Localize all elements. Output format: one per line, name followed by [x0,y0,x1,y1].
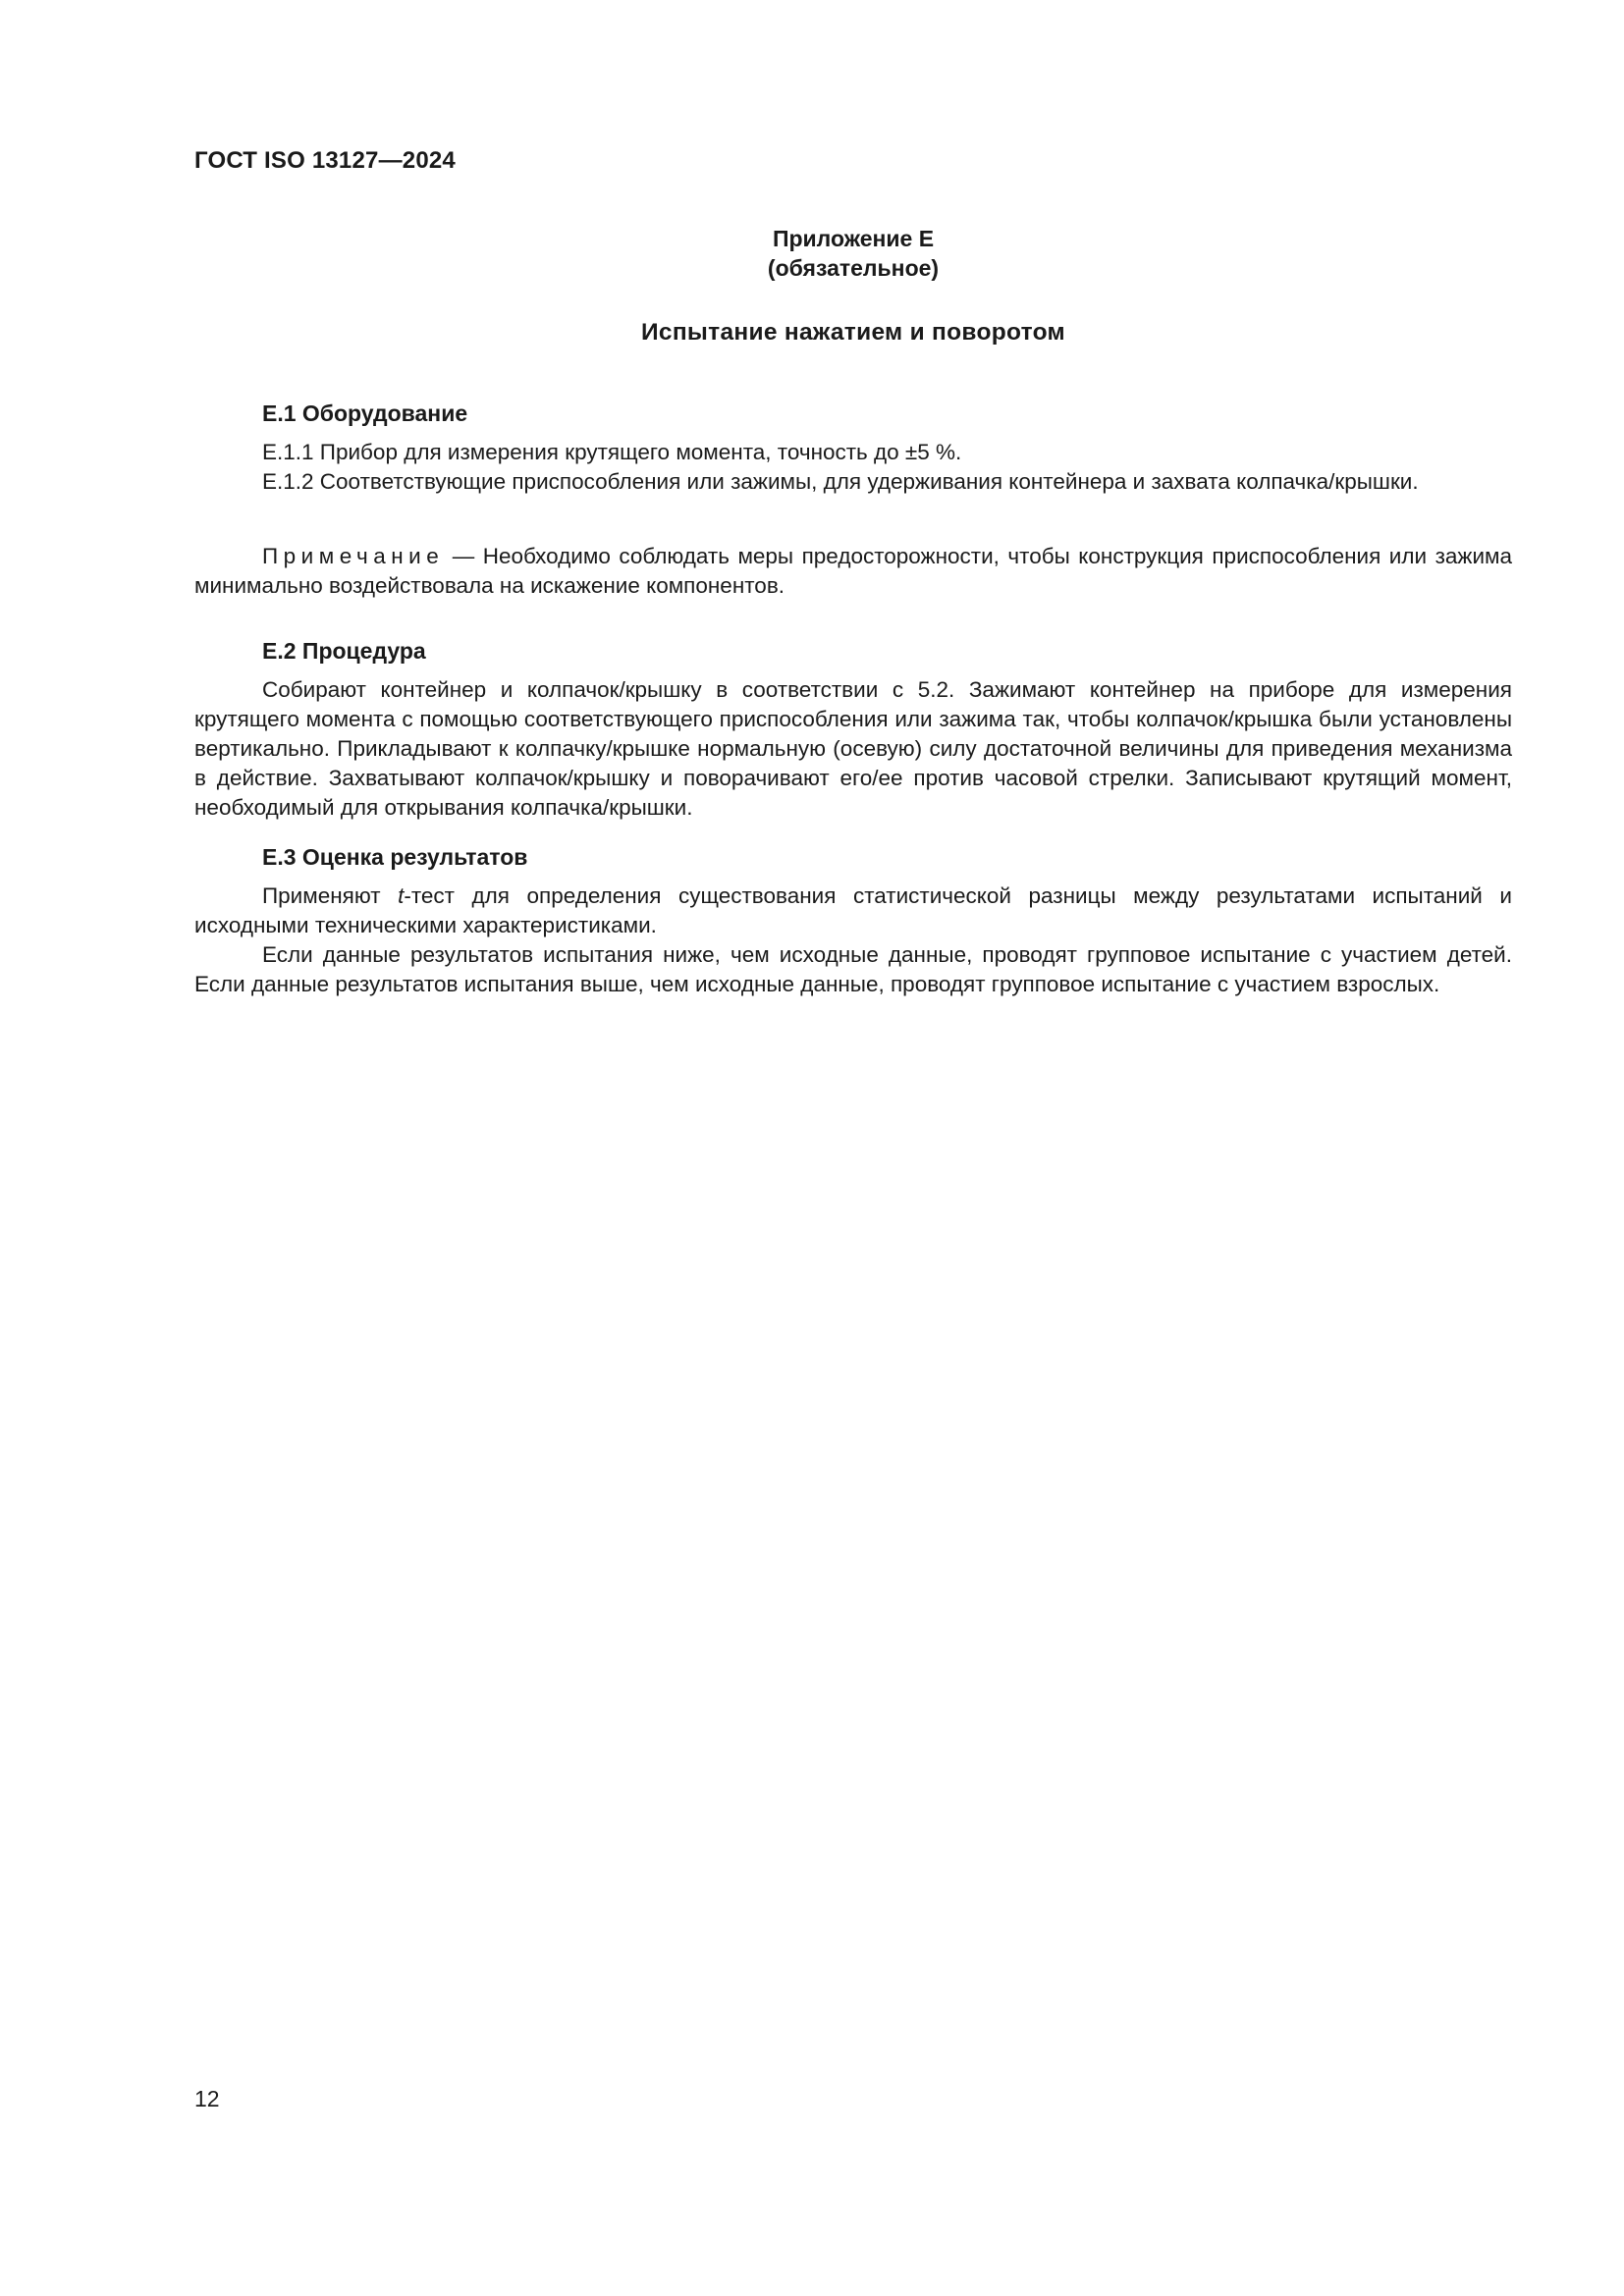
annex-status: (обязательное) [767,255,940,281]
section-e2-paragraph: Собирают контейнер и колпачок/крышку в соответствии с 5.2. Зажимают контейнер на приборе для измерения крутящего момента с помощью соответствующего приспособления или зажима так, чтобы колпачок/крышка были установлены вертикально. Прикладывают к колпачку/крышке нормальную (осевую) силу достаточной величины для приведения механизма в действие. Захватывают колпачок/крышку и поворачивают его/ее против часовой стрелки. Записывают крутящий момент, необходимый для открывания колпачка/крышки. [194,677,1512,820]
e3-p1-end: -тест для определения существования статистической разницы между результатами испытаний и исходными техническими характеристиками. [194,883,1512,937]
e3-p1-start: Применяют [262,883,399,908]
section-e3-paragraph-2: Если данные результатов испытания ниже, чем исходные данные, проводят групповое испытание с участием детей. Если данные результатов испытания выше, чем исходные данные, проводят групповое испытание с участием взрослых. [194,942,1512,996]
section-e3-heading: Е.3 Оценка результатов [262,844,528,870]
note-label: Примечание [262,544,445,568]
page-number: 12 [194,2086,220,2111]
annex-label: Приложение Е [772,226,935,251]
section-e1-item-2: Е.1.2 Соответствующие приспособления или зажимы, для удерживания контейнера и захвата колпачка/крышки. [262,469,1419,494]
t-test-symbol: t [398,883,405,908]
section-e1-item-1: Е.1.1 Прибор для измерения крутящего момента, точность до ±5 %. [262,440,962,464]
note-paragraph [194,542,1512,601]
section-e1-body [194,438,1512,497]
document-number: ГОСТ ISO 13127—2024 [194,147,456,174]
note-text: — Необходимо соблюдать меры предосторожности, чтобы конструкция приспособления или зажима минимально воздействовала на искажение компонентов. [194,544,1512,598]
section-e1-heading: Е.1 Оборудование [262,400,468,426]
section-e2-body [194,675,1512,823]
section-e1-note [194,542,1512,601]
annex-title: Испытание нажатием и поворотом [641,319,1065,346]
section-e2-heading: Е.2 Процедура [262,638,426,664]
section-e3-body [194,881,1512,999]
annex-heading [194,224,1512,283]
section-e3-paragraph-1 [194,881,1512,940]
